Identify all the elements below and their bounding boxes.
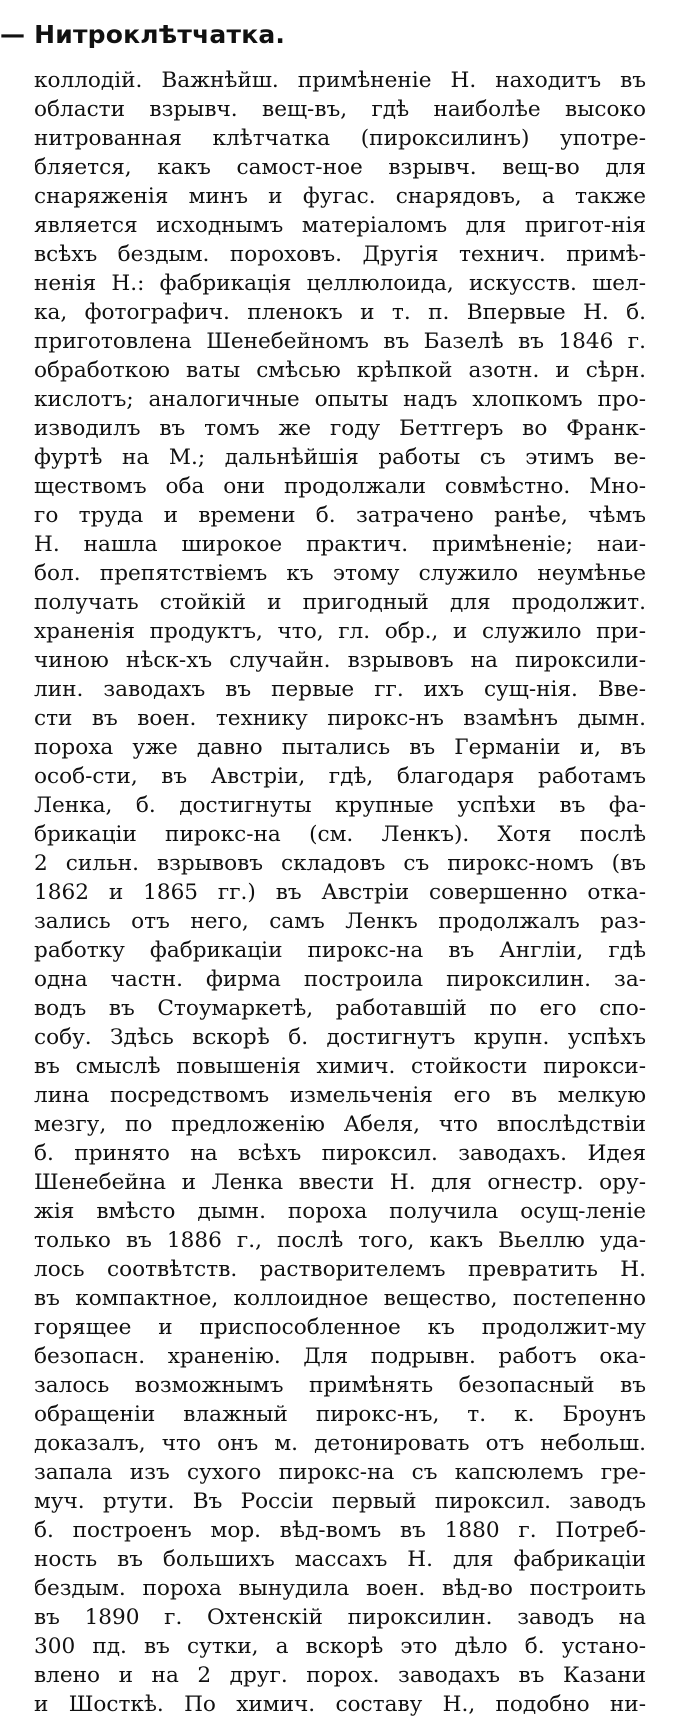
text-line: муч. ртути. Въ Россіи первый пироксил. заводъ xyxy=(34,1489,646,1514)
text-line: храненія продуктъ, что, гл. обр., и служило при- xyxy=(34,619,646,644)
text-line: бездым. пороха вынудила воен. вѣд-во построить xyxy=(34,1576,646,1601)
text-line: лось соотвѣтств. растворителемъ превратить Н. xyxy=(34,1257,646,1282)
text-line: лина посредствомъ измельченія его въ мелкую xyxy=(34,1083,646,1108)
text-line: ненія Н.: фабрикація целлюлоида, искусств. шел- xyxy=(34,271,646,296)
text-line: въ смыслѣ повышенія химич. стойкости пирокси- xyxy=(34,1054,646,1079)
text-line: 1862 и 1865 гг.) въ Австріи совершенно отка- xyxy=(34,880,646,905)
text-line: кислотъ; аналогичные опыты надъ хлопкомъ про- xyxy=(34,387,646,412)
text-line: обработкою ваты смѣсью крѣпкой азотн. и сѣрн. xyxy=(34,358,646,383)
text-line: работку фабрикаціи пирокс-на въ Англіи, гдѣ xyxy=(34,938,646,963)
text-line: обращеніи влажный пирокс-нъ, т. к. Броунъ xyxy=(34,1402,646,1427)
text-line: является исходнымъ матеріаломъ для пригот-нія xyxy=(34,213,646,238)
text-line: Шенебейна и Ленка ввести Н. для огнестр. ору- xyxy=(34,1170,646,1195)
text-line: 2 сильн. взрывовъ складовъ съ пирокс-номъ (въ xyxy=(34,851,646,876)
article-text xyxy=(34,66,646,1719)
text-line: б. принято на всѣхъ пироксил. заводахъ. Идея xyxy=(34,1141,646,1166)
text-line: 300 пд. въ сутки, а вскорѣ это дѣло б. устано- xyxy=(34,1634,646,1659)
text-line: собу. Здѣсь вскорѣ б. достигнутъ крупн. успѣхъ xyxy=(34,1025,646,1050)
text-line: брикаціи пирокс-на (см. Ленкъ). Хотя послѣ xyxy=(34,822,646,847)
text-line: Н. нашла широкое практич. примѣненіе; наи- xyxy=(34,532,646,557)
text-line: го труда и времени б. затрачено ранѣе, чѣмъ xyxy=(34,503,646,528)
text-line: приготовлена Шенебейномъ въ Базелѣ въ 1846 г. xyxy=(34,329,646,354)
text-line: и Шосткѣ. По химич. составу Н., подобно ни- xyxy=(34,1692,646,1717)
text-line: въ 1890 г. Охтенскій пироксилин. заводъ на xyxy=(34,1605,646,1630)
text-line: всѣхъ бездым. пороховъ. Другія технич. примѣ- xyxy=(34,242,646,267)
text-line: запала изъ сухого пирокс-на съ капсюлемъ гре- xyxy=(34,1460,646,1485)
text-line: особ-сти, въ Австріи, гдѣ, благодаря работамъ xyxy=(34,764,646,789)
text-line: влено и на 2 друг. порох. заводахъ въ Казани xyxy=(34,1663,646,1688)
text-line: б. построенъ мор. вѣд-вомъ въ 1880 г. Потреб- xyxy=(34,1518,646,1543)
text-line: залось возможнымъ примѣнять безопасный въ xyxy=(34,1373,646,1398)
text-line: лин. заводахъ въ первые гг. ихъ сущ-нія. Вве- xyxy=(34,677,646,702)
text-line: пороха уже давно пытались въ Германіи и, въ xyxy=(34,735,646,760)
text-line: сти въ воен. технику пирокс-нъ взамѣнъ дымн. xyxy=(34,706,646,731)
text-line: ществомъ оба они продолжали совмѣстно. Мно- xyxy=(34,474,646,499)
text-line: только въ 1886 г., послѣ того, какъ Вьеллю уда- xyxy=(34,1228,646,1253)
text-line: водъ въ Стоумаркетѣ, работавшій по его спо- xyxy=(34,996,646,1021)
text-line: бол. препятствіемъ къ этому служило неумѣнье xyxy=(34,561,646,586)
text-line: области взрывч. вещ-въ, гдѣ наиболѣе высоко xyxy=(34,97,646,122)
text-line: бляется, какъ самост-ное взрывч. вещ-во для xyxy=(34,155,646,180)
text-line: въ компактное, коллоидное вещество, постепенно xyxy=(34,1286,646,1311)
text-line: чиною нѣск-хъ случайн. взрывовъ на пироксили- xyxy=(34,648,646,673)
text-line: жія вмѣсто дымн. пороха получила осущ-леніе xyxy=(34,1199,646,1224)
page-header: — Нитроклѣтчатка. xyxy=(0,20,286,49)
text-line: доказалъ, что онъ м. детонировать отъ небольш. xyxy=(34,1431,646,1456)
text-line: коллодій. Важнѣйш. примѣненіе Н. находитъ въ xyxy=(34,68,646,93)
text-line: безопасн. храненію. Для подрывн. работъ ока- xyxy=(34,1344,646,1369)
text-line: одна частн. фирма построила пироксилин. за- xyxy=(34,967,646,992)
text-line: изводилъ въ томъ же году Беттгеръ во Франк- xyxy=(34,416,646,441)
text-line: мезгу, по предложенію Абеля, что впослѣдствіи xyxy=(34,1112,646,1137)
text-line: ка, фотографич. пленокъ и т. п. Впервые Н. б. xyxy=(34,300,646,325)
text-line: нитрованная клѣтчатка (пироксилинъ) употре- xyxy=(34,126,646,151)
text-line: Ленка, б. достигнуты крупные успѣхи въ фа- xyxy=(34,793,646,818)
text-line: получать стойкій и пригодный для продолжит. xyxy=(34,590,646,615)
text-line: снаряженія минъ и фугас. снарядовъ, а также xyxy=(34,184,646,209)
text-line: горящее и приспособленное къ продолжит-му xyxy=(34,1315,646,1340)
text-line: фуртѣ на М.; дальнѣйшія работы съ этимъ ве- xyxy=(34,445,646,470)
text-line: ность въ большихъ массахъ Н. для фабрикаціи xyxy=(34,1547,646,1572)
text-line: зались отъ него, самъ Ленкъ продолжалъ раз- xyxy=(34,909,646,934)
